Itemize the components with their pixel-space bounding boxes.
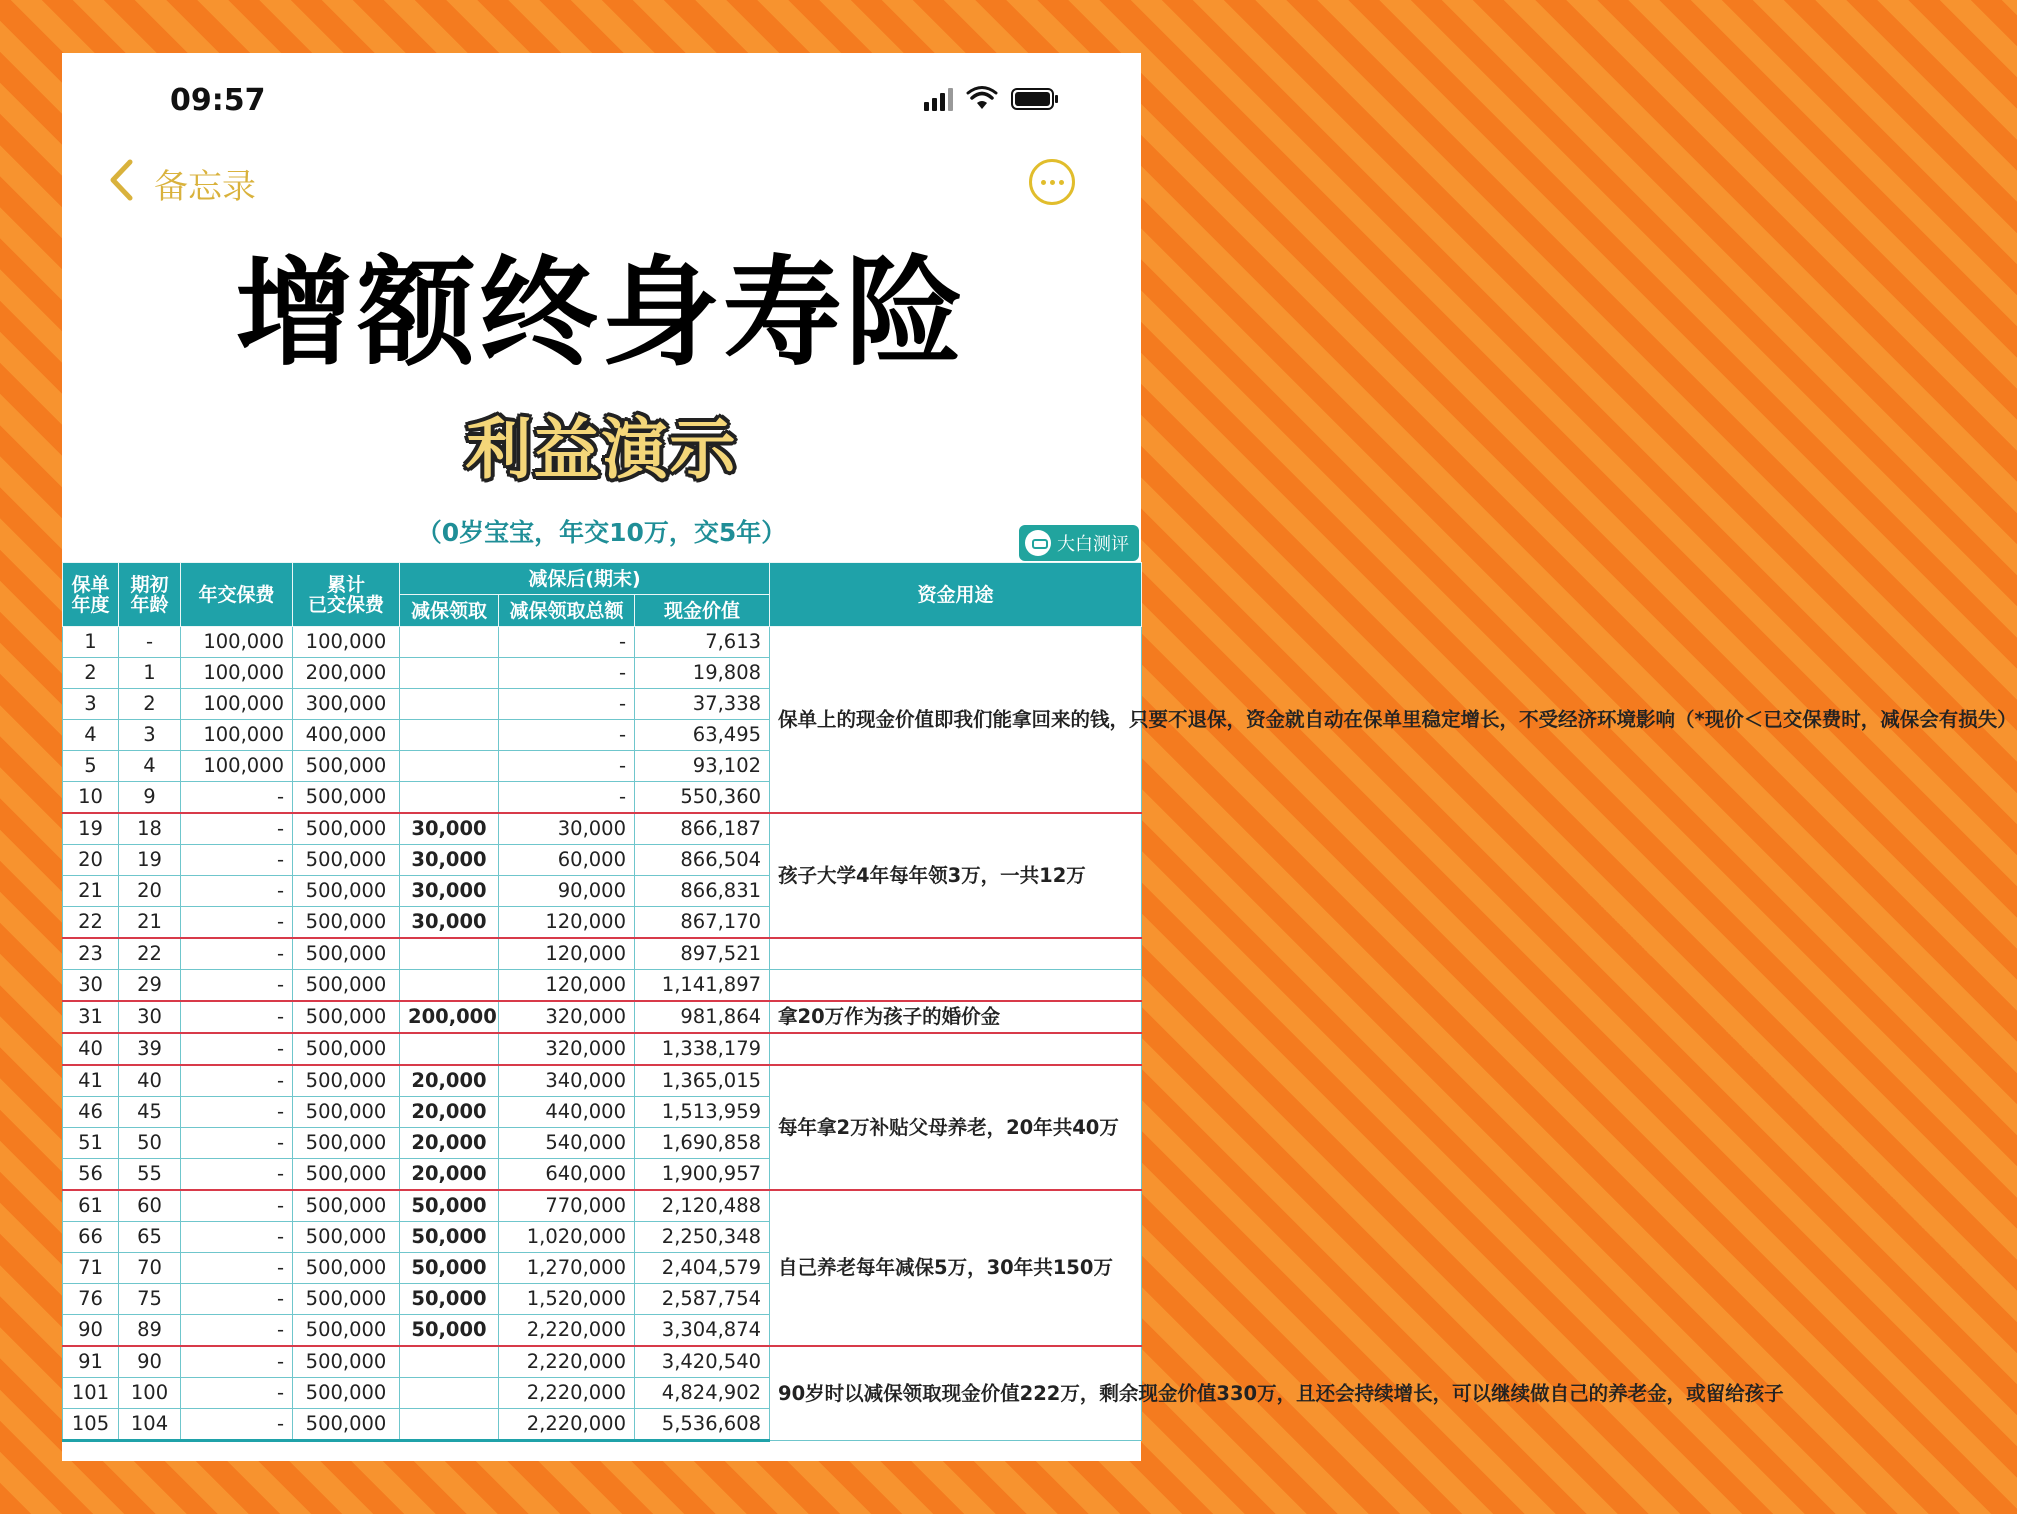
cell-policy-year: 5 [63, 751, 119, 782]
cell-withdrawal-total: 2,220,000 [499, 1315, 635, 1347]
cell-policy-year: 76 [63, 1284, 119, 1315]
cell-age: 100 [119, 1378, 181, 1409]
cell-age: 3 [119, 720, 181, 751]
header-usage: 资金用途 [770, 563, 1142, 627]
cell-withdrawal-total: 30,000 [499, 813, 635, 845]
wifi-icon [967, 88, 997, 110]
cell-cash-value: 3,420,540 [635, 1346, 770, 1378]
table-row [63, 1001, 1142, 1033]
battery-icon [1011, 88, 1059, 110]
cell-withdrawal-total: - [499, 782, 635, 814]
cell-withdrawal-total: 640,000 [499, 1159, 635, 1191]
cell-cumulative-premium: 300,000 [293, 689, 400, 720]
signal-icon [924, 87, 953, 111]
cell-cash-value: 550,360 [635, 782, 770, 814]
cell-cumulative-premium: 500,000 [293, 1315, 400, 1347]
cell-cash-value: 63,495 [635, 720, 770, 751]
cell-age: 19 [119, 845, 181, 876]
cell-withdrawal-total: 320,000 [499, 1033, 635, 1065]
cell-withdrawal-total: 770,000 [499, 1190, 635, 1222]
cell-age: 50 [119, 1128, 181, 1159]
cell-annual-premium: - [181, 1346, 293, 1378]
cell-annual-premium: - [181, 1159, 293, 1191]
cell-cash-value: 1,365,015 [635, 1065, 770, 1097]
cell-annual-premium: 100,000 [181, 627, 293, 658]
cell-usage-note: 90岁时以减保领取现金价值222万，剩余现金价值330万，且还会持续增长，可以继续做自己的养老金，或留给孩子 [770, 1346, 1142, 1441]
cell-policy-year: 105 [63, 1409, 119, 1441]
cell-cash-value: 3,304,874 [635, 1315, 770, 1347]
cell-withdrawal: 30,000 [400, 813, 499, 845]
cell-cumulative-premium: 500,000 [293, 1159, 400, 1191]
cell-withdrawal [400, 1378, 499, 1409]
cell-withdrawal-total: 2,220,000 [499, 1378, 635, 1409]
cell-cumulative-premium: 500,000 [293, 751, 400, 782]
cell-cash-value: 897,521 [635, 938, 770, 970]
cell-withdrawal: 50,000 [400, 1222, 499, 1253]
cell-cumulative-premium: 500,000 [293, 813, 400, 845]
cell-cash-value: 866,831 [635, 876, 770, 907]
cell-policy-year: 31 [63, 1001, 119, 1033]
cell-cash-value: 981,864 [635, 1001, 770, 1033]
cell-withdrawal [400, 938, 499, 970]
cell-withdrawal-total: 2,220,000 [499, 1409, 635, 1441]
cell-cumulative-premium: 500,000 [293, 1001, 400, 1033]
cell-withdrawal-total: - [499, 627, 635, 658]
header-withdrawal: 减保领取 [400, 595, 499, 627]
cell-policy-year: 66 [63, 1222, 119, 1253]
header-annual-premium: 年交保费 [181, 563, 293, 627]
cell-cash-value: 1,141,897 [635, 970, 770, 1002]
cell-cash-value: 866,504 [635, 845, 770, 876]
cell-cash-value: 867,170 [635, 907, 770, 939]
cell-withdrawal-total: 1,520,000 [499, 1284, 635, 1315]
cell-usage-note [770, 938, 1142, 970]
table-row [63, 627, 1142, 658]
mascot-logo-icon [1025, 530, 1051, 556]
cell-annual-premium: 100,000 [181, 720, 293, 751]
cell-annual-premium: - [181, 1190, 293, 1222]
cell-withdrawal: 20,000 [400, 1128, 499, 1159]
cell-cumulative-premium: 500,000 [293, 1097, 400, 1128]
cell-withdrawal: 50,000 [400, 1190, 499, 1222]
cell-cash-value: 37,338 [635, 689, 770, 720]
cell-cash-value: 1,513,959 [635, 1097, 770, 1128]
cell-cumulative-premium: 500,000 [293, 1409, 400, 1441]
header-withdrawal-total: 减保领取总额 [499, 595, 635, 627]
cell-age: 89 [119, 1315, 181, 1347]
cell-cumulative-premium: 500,000 [293, 1284, 400, 1315]
cell-policy-year: 2 [63, 658, 119, 689]
cell-annual-premium: - [181, 1409, 293, 1441]
cell-cumulative-premium: 500,000 [293, 1378, 400, 1409]
cell-withdrawal-total: - [499, 720, 635, 751]
cell-withdrawal: 30,000 [400, 845, 499, 876]
cell-annual-premium: - [181, 938, 293, 970]
cell-age: - [119, 627, 181, 658]
cell-annual-premium: - [181, 1284, 293, 1315]
cell-cash-value: 2,587,754 [635, 1284, 770, 1315]
cell-withdrawal [400, 1409, 499, 1441]
cell-policy-year: 41 [63, 1065, 119, 1097]
header-policy-year: 保单 年度 [63, 563, 119, 627]
cell-cash-value: 2,250,348 [635, 1222, 770, 1253]
cell-age: 40 [119, 1065, 181, 1097]
cell-withdrawal-total: 340,000 [499, 1065, 635, 1097]
scenario-caption: （0岁宝宝，年交10万，交5年） [416, 518, 787, 547]
cell-withdrawal [400, 720, 499, 751]
cell-cumulative-premium: 500,000 [293, 1253, 400, 1284]
cell-policy-year: 56 [63, 1159, 119, 1191]
cell-withdrawal [400, 627, 499, 658]
cell-withdrawal: 50,000 [400, 1253, 499, 1284]
cell-withdrawal: 50,000 [400, 1315, 499, 1347]
cell-usage-note [770, 970, 1142, 1002]
cell-annual-premium: - [181, 1065, 293, 1097]
cell-withdrawal-total: 120,000 [499, 970, 635, 1002]
cell-withdrawal-total: 1,270,000 [499, 1253, 635, 1284]
cell-annual-premium: - [181, 1222, 293, 1253]
cell-withdrawal: 30,000 [400, 876, 499, 907]
cell-cash-value: 19,808 [635, 658, 770, 689]
cell-cumulative-premium: 500,000 [293, 845, 400, 876]
cell-cash-value: 1,900,957 [635, 1159, 770, 1191]
benefit-table [62, 562, 2017, 1442]
header-cash-value: 现金价值 [635, 595, 770, 627]
cell-annual-premium: 100,000 [181, 689, 293, 720]
cell-age: 90 [119, 1346, 181, 1378]
cell-cumulative-premium: 500,000 [293, 970, 400, 1002]
cell-withdrawal [400, 658, 499, 689]
watermark-badge [1019, 525, 1139, 561]
phone-screen [62, 53, 2017, 1461]
cell-age: 45 [119, 1097, 181, 1128]
status-icons [924, 87, 1059, 111]
cell-withdrawal [400, 1033, 499, 1065]
cell-age: 30 [119, 1001, 181, 1033]
cell-cumulative-premium: 200,000 [293, 658, 400, 689]
cell-policy-year: 101 [63, 1378, 119, 1409]
table-row [63, 813, 1142, 845]
cell-cash-value: 7,613 [635, 627, 770, 658]
cell-policy-year: 21 [63, 876, 119, 907]
cell-withdrawal: 30,000 [400, 907, 499, 939]
cell-annual-premium: - [181, 1315, 293, 1347]
cell-cumulative-premium: 500,000 [293, 1190, 400, 1222]
cell-age: 22 [119, 938, 181, 970]
cell-policy-year: 1 [63, 627, 119, 658]
cell-age: 1 [119, 658, 181, 689]
cell-withdrawal-total: 90,000 [499, 876, 635, 907]
cell-usage-note: 自己养老每年减保5万，30年共150万 [770, 1190, 1142, 1346]
cell-withdrawal: 50,000 [400, 1284, 499, 1315]
cell-annual-premium: 100,000 [181, 751, 293, 782]
table-row [63, 938, 1142, 970]
cell-annual-premium: - [181, 1097, 293, 1128]
cell-usage-note: 每年拿2万补贴父母养老，20年共40万 [770, 1065, 1142, 1190]
cell-policy-year: 90 [63, 1315, 119, 1347]
cell-cash-value: 4,824,902 [635, 1378, 770, 1409]
cell-policy-year: 46 [63, 1097, 119, 1128]
cell-cumulative-premium: 500,000 [293, 1065, 400, 1097]
cell-withdrawal: 20,000 [400, 1065, 499, 1097]
cell-age: 2 [119, 689, 181, 720]
table-row [63, 1065, 1142, 1097]
cell-annual-premium: 100,000 [181, 658, 293, 689]
cell-age: 60 [119, 1190, 181, 1222]
cell-withdrawal-total: - [499, 751, 635, 782]
cell-age: 75 [119, 1284, 181, 1315]
cell-annual-premium: - [181, 970, 293, 1002]
cell-age: 65 [119, 1222, 181, 1253]
table-body [63, 627, 2017, 1441]
cell-cash-value: 1,338,179 [635, 1033, 770, 1065]
cell-age: 20 [119, 876, 181, 907]
cell-age: 29 [119, 970, 181, 1002]
back-chevron-icon[interactable] [108, 159, 134, 205]
cell-policy-year: 10 [63, 782, 119, 814]
cell-policy-year: 91 [63, 1346, 119, 1378]
cell-policy-year: 3 [63, 689, 119, 720]
cell-annual-premium: - [181, 1378, 293, 1409]
cell-policy-year: 19 [63, 813, 119, 845]
cell-cash-value: 5,536,608 [635, 1409, 770, 1441]
cell-policy-year: 4 [63, 720, 119, 751]
cell-cumulative-premium: 500,000 [293, 1222, 400, 1253]
cell-policy-year: 71 [63, 1253, 119, 1284]
cell-withdrawal-total: 540,000 [499, 1128, 635, 1159]
table-row [63, 970, 1142, 1002]
cell-age: 21 [119, 907, 181, 939]
watermark-text: 大白测评 [1057, 534, 1129, 555]
cell-annual-premium: - [181, 845, 293, 876]
header-age: 期初 年龄 [119, 563, 181, 627]
cell-annual-premium: - [181, 1253, 293, 1284]
cell-policy-year: 23 [63, 938, 119, 970]
cell-policy-year: 30 [63, 970, 119, 1002]
cell-usage-note: 保单上的现金价值即我们能拿回来的钱，只要不退保，资金就自动在保单里稳定增长，不受经济环境影响（*现价＜已交保费时，减保会有损失） [770, 627, 1142, 814]
cell-policy-year: 51 [63, 1128, 119, 1159]
cell-annual-premium: - [181, 782, 293, 814]
cell-annual-premium: - [181, 1033, 293, 1065]
cell-cash-value: 1,690,858 [635, 1128, 770, 1159]
cell-withdrawal [400, 970, 499, 1002]
table-row [63, 1033, 1142, 1065]
status-time: 09:57 [170, 83, 266, 118]
cell-cash-value: 2,120,488 [635, 1190, 770, 1222]
cell-usage-note: 孩子大学4年每年领3万，一共12万 [770, 813, 1142, 938]
cell-withdrawal [400, 1346, 499, 1378]
cell-annual-premium: - [181, 1001, 293, 1033]
cell-age: 104 [119, 1409, 181, 1441]
header-after-reduction: 减保后(期末) [400, 563, 770, 595]
cell-policy-year: 20 [63, 845, 119, 876]
cell-cash-value: 2,404,579 [635, 1253, 770, 1284]
table-row [63, 1190, 1142, 1222]
cell-withdrawal-total: 120,000 [499, 938, 635, 970]
cell-usage-note: 拿20万作为孩子的婚价金 [770, 1001, 1142, 1033]
cell-withdrawal [400, 751, 499, 782]
cell-age: 55 [119, 1159, 181, 1191]
cell-cumulative-premium: 500,000 [293, 1033, 400, 1065]
cell-policy-year: 61 [63, 1190, 119, 1222]
cell-annual-premium: - [181, 1128, 293, 1159]
cell-withdrawal-total: 440,000 [499, 1097, 635, 1128]
cell-withdrawal-total: 2,220,000 [499, 1346, 635, 1378]
header-cumulative-premium: 累计 已交保费 [293, 563, 400, 627]
cell-annual-premium: - [181, 907, 293, 939]
cell-policy-year: 40 [63, 1033, 119, 1065]
cell-age: 39 [119, 1033, 181, 1065]
cell-usage-note [770, 1033, 1142, 1065]
cell-age: 70 [119, 1253, 181, 1284]
cell-withdrawal [400, 689, 499, 720]
cell-cumulative-premium: 500,000 [293, 907, 400, 939]
cell-age: 9 [119, 782, 181, 814]
cell-cumulative-premium: 100,000 [293, 627, 400, 658]
cell-cumulative-premium: 500,000 [293, 876, 400, 907]
cell-policy-year: 22 [63, 907, 119, 939]
cell-withdrawal: 200,000 [400, 1001, 499, 1033]
page-title: 增额终身寿险 [235, 244, 968, 382]
cell-cash-value: 93,102 [635, 751, 770, 782]
cell-withdrawal-total: 120,000 [499, 907, 635, 939]
cell-annual-premium: - [181, 813, 293, 845]
cell-cumulative-premium: 500,000 [293, 1128, 400, 1159]
table-row [63, 1346, 1142, 1378]
cell-age: 18 [119, 813, 181, 845]
cell-withdrawal: 20,000 [400, 1097, 499, 1128]
cell-age: 4 [119, 751, 181, 782]
cell-cumulative-premium: 500,000 [293, 782, 400, 814]
cell-annual-premium: - [181, 876, 293, 907]
cell-withdrawal-total: 60,000 [499, 845, 635, 876]
cell-withdrawal-total: 320,000 [499, 1001, 635, 1033]
back-button-label[interactable]: 备忘录 [154, 167, 256, 207]
cell-withdrawal: 20,000 [400, 1159, 499, 1191]
cell-cash-value: 866,187 [635, 813, 770, 845]
cell-cumulative-premium: 500,000 [293, 938, 400, 970]
cell-withdrawal [400, 782, 499, 814]
page-subtitle: 利益演示 [465, 411, 738, 488]
cell-cumulative-premium: 500,000 [293, 1346, 400, 1378]
cell-cumulative-premium: 400,000 [293, 720, 400, 751]
cell-withdrawal-total: - [499, 658, 635, 689]
cell-withdrawal-total: - [499, 689, 635, 720]
cell-withdrawal-total: 1,020,000 [499, 1222, 635, 1253]
more-options-button[interactable] [1029, 159, 1075, 205]
